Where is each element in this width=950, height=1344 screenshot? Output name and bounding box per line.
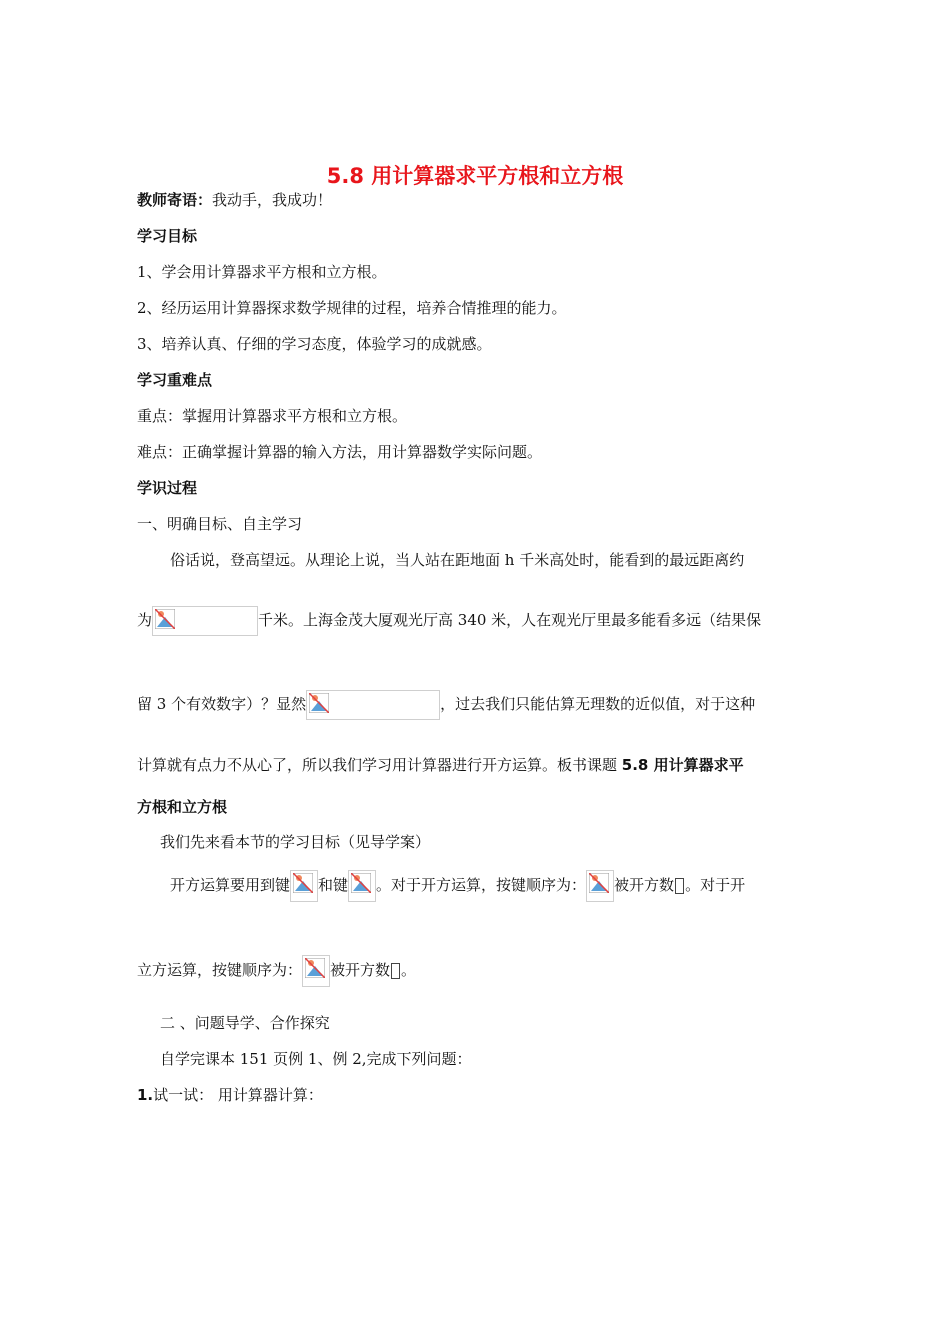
broken-image-icon — [351, 873, 371, 893]
text-fragment: 被开方数 — [614, 876, 675, 894]
keypoints-heading: 学习重难点 — [137, 371, 213, 389]
goal-item-1: 1、学会用计算器求平方根和立方根。 — [137, 263, 387, 281]
paragraph-line-5: 方根和立方根 — [137, 798, 228, 816]
text-fragment: 计算就有点力不从心了，所以我们学习用计算器进行开方运算。板书课题 — [137, 756, 622, 774]
broken-image-icon — [293, 873, 313, 893]
motto-label: 教师寄语： — [137, 191, 213, 209]
formula-image — [152, 606, 258, 636]
text-fragment: 被开方数 — [330, 961, 391, 979]
sqrt-key-image — [290, 870, 318, 902]
goals-heading: 学习目标 — [137, 227, 198, 245]
broken-image-icon — [309, 693, 329, 713]
exercise-number: 1. — [137, 1086, 154, 1104]
goal-item-2: 2、经历运用计算器探求数学规律的过程，培养合情推理的能力。 — [137, 299, 567, 317]
paragraph-keys — [170, 870, 745, 902]
paragraph-line-2 — [137, 606, 761, 636]
equals-key-glyph — [391, 963, 400, 979]
motto-text: 我动手，我成功！ — [212, 191, 333, 209]
text-fragment: 。 — [401, 961, 417, 979]
broken-image-icon — [305, 958, 325, 978]
paragraph-line-3 — [137, 690, 755, 720]
formula-image — [306, 690, 440, 720]
section-2-heading: 二 、问题导学、合作探究 — [160, 1014, 330, 1032]
teacher-motto — [137, 190, 332, 210]
paragraph-goals-ref: 我们先来看本节的学习目标（见导学案） — [160, 833, 431, 851]
text-fragment: 。对于开 — [685, 876, 746, 894]
exercise-1 — [137, 1085, 323, 1105]
paragraph-self-study: 自学完课本 151 页例 1、例 2,完成下列问题： — [160, 1050, 472, 1068]
text-fragment: 。对于开方运算，按键顺序为： — [376, 876, 587, 894]
section-1-heading: 一、明确目标、自主学习 — [137, 515, 303, 533]
text-fragment: 开方运算要用到键 — [170, 876, 291, 894]
page-title: 5.8 用计算器求平方根和立方根 — [326, 164, 624, 188]
text-fragment: ，过去我们只能估算无理数的近似值，对于这种 — [440, 695, 756, 713]
text-fragment: 为 — [137, 611, 153, 629]
broken-image-icon — [589, 873, 609, 893]
lesson-title-bold: 5.8 用计算器求平 — [621, 756, 744, 774]
text-fragment: 千米。上海金茂大厦观光厅高 340 米，人在观光厅里最多能看多远（结果保 — [258, 611, 762, 629]
difficulty-point: 难点：正确掌握计算器的输入方法，用计算器数学实际问题。 — [137, 443, 543, 461]
cbrt-key-image — [348, 870, 376, 902]
paragraph-line-4 — [137, 755, 744, 775]
paragraph-cube-root — [137, 955, 416, 987]
key-sequence-image — [302, 955, 330, 987]
paragraph-intro: 俗话说，登高望远。从理论上说，当人站在距地面 h 千米高处时，能看到的最远距离约 — [170, 551, 745, 569]
text-fragment: 立方运算，按键顺序为： — [137, 961, 303, 979]
broken-image-icon — [155, 609, 175, 629]
goal-item-3: 3、培养认真、仔细的学习态度，体验学习的成就感。 — [137, 335, 492, 353]
text-fragment: 和键 — [318, 876, 349, 894]
equals-key-glyph — [675, 878, 684, 894]
exercise-text: 试一试： 用计算器计算： — [153, 1086, 323, 1104]
process-heading: 学识过程 — [137, 479, 198, 497]
key-point: 重点：掌握用计算器求平方根和立方根。 — [137, 407, 408, 425]
text-fragment: 留 3 个有效数字）？显然 — [137, 695, 307, 713]
key-sequence-image — [586, 870, 614, 902]
